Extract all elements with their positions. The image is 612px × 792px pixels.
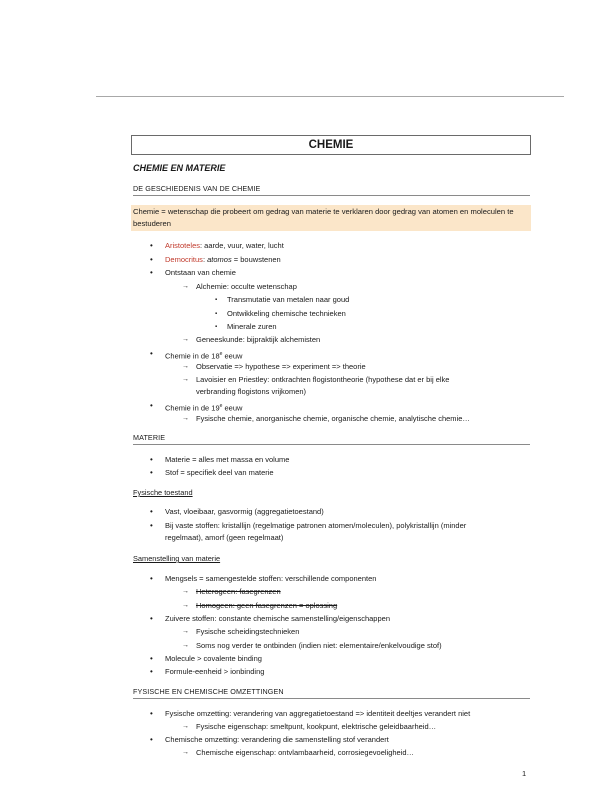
democritus-italic: atomos [207, 255, 232, 264]
list-item-chemische-omzetting: • Chemische omzetting: verandering die samenstelling stof verandert [165, 735, 389, 745]
chapter-heading: CHEMIE EN MATERIE [133, 163, 226, 173]
list-item-transmutatie: ▪ Transmutatie van metalen naar goud [227, 295, 349, 305]
list-item-lavoisier-cont: verbranding flogistons vrijkomen) [196, 387, 307, 396]
list-item-homogeen: → Homogeen: geen fasegrenzen = oplossing [196, 601, 337, 611]
list-item-observatie: → Observatie => hypothese => experiment => theorie [196, 362, 366, 372]
section-heading-materie: MATERIE [133, 433, 530, 445]
list-item-ontstaan: • Ontstaan van chemie [165, 268, 236, 278]
list-item-kristal: • Bij vaste stoffen: kristallijn (regelmatige patronen atomen/moleculen), polykristallijn (minder [165, 521, 466, 531]
democritus-text: = bouwstenen [231, 255, 281, 264]
definition-highlight: Chemie = wetenschap die probeert om gedrag van materie te verklaren door gedrag van atomen en moleculen te bestuderen [131, 205, 531, 231]
page-title: CHEMIE [131, 135, 531, 155]
list-item-stof-def: • Stof = specifiek deel van materie [165, 468, 274, 478]
list-item-formule: • Formule-eenheid > ionbinding [165, 667, 264, 677]
eeuw19-rest: eeuw [222, 403, 243, 413]
list-item-vast: • Vast, vloeibaar, gasvormig (aggregatietoestand) [165, 507, 324, 517]
section-heading-geschiedenis: DE GESCHIEDENIS VAN DE CHEMIE [133, 184, 530, 196]
list-item-mengsels: • Mengsels = samengestelde stoffen: verschillende componenten [165, 574, 376, 584]
list-item-chemische-eigenschap: → Chemische eigenschap: ontvlambaarheid, corrosiegevoeligheid… [196, 748, 414, 758]
list-item-geneeskunde: → Geneeskunde: bijpraktijk alchemisten [196, 335, 320, 345]
eeuw18-rest: eeuw [222, 351, 243, 361]
list-item-aristoteles [165, 241, 284, 251]
list-item-molecule: • Molecule > covalente binding [165, 654, 262, 664]
list-item-minerale: ▪ Minerale zuren [227, 322, 277, 332]
list-item-zuivere: • Zuivere stoffen: constante chemische samenstelling/eigenschappen [165, 614, 390, 624]
list-item-takken: → Fysische chemie, anorganische chemie, organische chemie, analytische chemie… [196, 414, 470, 424]
list-item-19e-eeuw [165, 401, 242, 414]
eeuw19-text: Chemie in de 19 [165, 403, 220, 413]
list-item-lavoisier: → Lavoisier en Priestley: ontkrachten flogistontheorie (hypothese dat er bij elke [196, 375, 449, 385]
list-item-18e-eeuw [165, 349, 242, 362]
header-rule [96, 96, 564, 97]
eeuw19-sup: e [219, 403, 223, 409]
page-number: 1 [522, 769, 527, 778]
aristoteles-name: Aristoteles [165, 241, 201, 250]
eeuw18-sup: e [219, 351, 223, 357]
list-item-scheiding: → Fysische scheidingstechnieken [196, 627, 299, 637]
list-item-alchemie: → Alchemie: occulte wetenschap [196, 282, 297, 292]
aristoteles-text: : aarde, vuur, water, lucht [200, 241, 284, 250]
list-item-fysische-eigenschap: → Fysische eigenschap: smeltpunt, kookpunt, elektrische geleidbaarheid… [196, 722, 436, 732]
list-item-heterogeen: → Heterogeen: fasegrenzen [196, 587, 281, 597]
democritus-name: Democritus [165, 255, 203, 264]
list-item-kristal-cont: regelmaat), amorf (geen regelmaat) [165, 533, 284, 542]
democritus-sep: : [202, 255, 208, 264]
subheading-samenstelling: Samenstelling van materie [133, 554, 221, 563]
list-item-materie-def: • Materie = alles met massa en volume [165, 455, 289, 465]
list-item-ontwikkeling: ▪ Ontwikkeling chemische technieken [227, 309, 346, 319]
eeuw18-text: Chemie in de 18 [165, 351, 220, 361]
subheading-fysische-toestand: Fysische toestand [133, 488, 193, 497]
list-item-ontbinden: → Soms nog verder te ontbinden (indien niet: elementaire/enkelvoudige stof) [196, 641, 442, 651]
section-heading-omzettingen: FYSISCHE EN CHEMISCHE OMZETTINGEN [133, 687, 530, 699]
list-item-fysische-omzetting: • Fysische omzetting: verandering van aggregatietoestand => identiteit deeltjes verandert niet [165, 709, 470, 719]
list-item-democritus [165, 255, 281, 265]
